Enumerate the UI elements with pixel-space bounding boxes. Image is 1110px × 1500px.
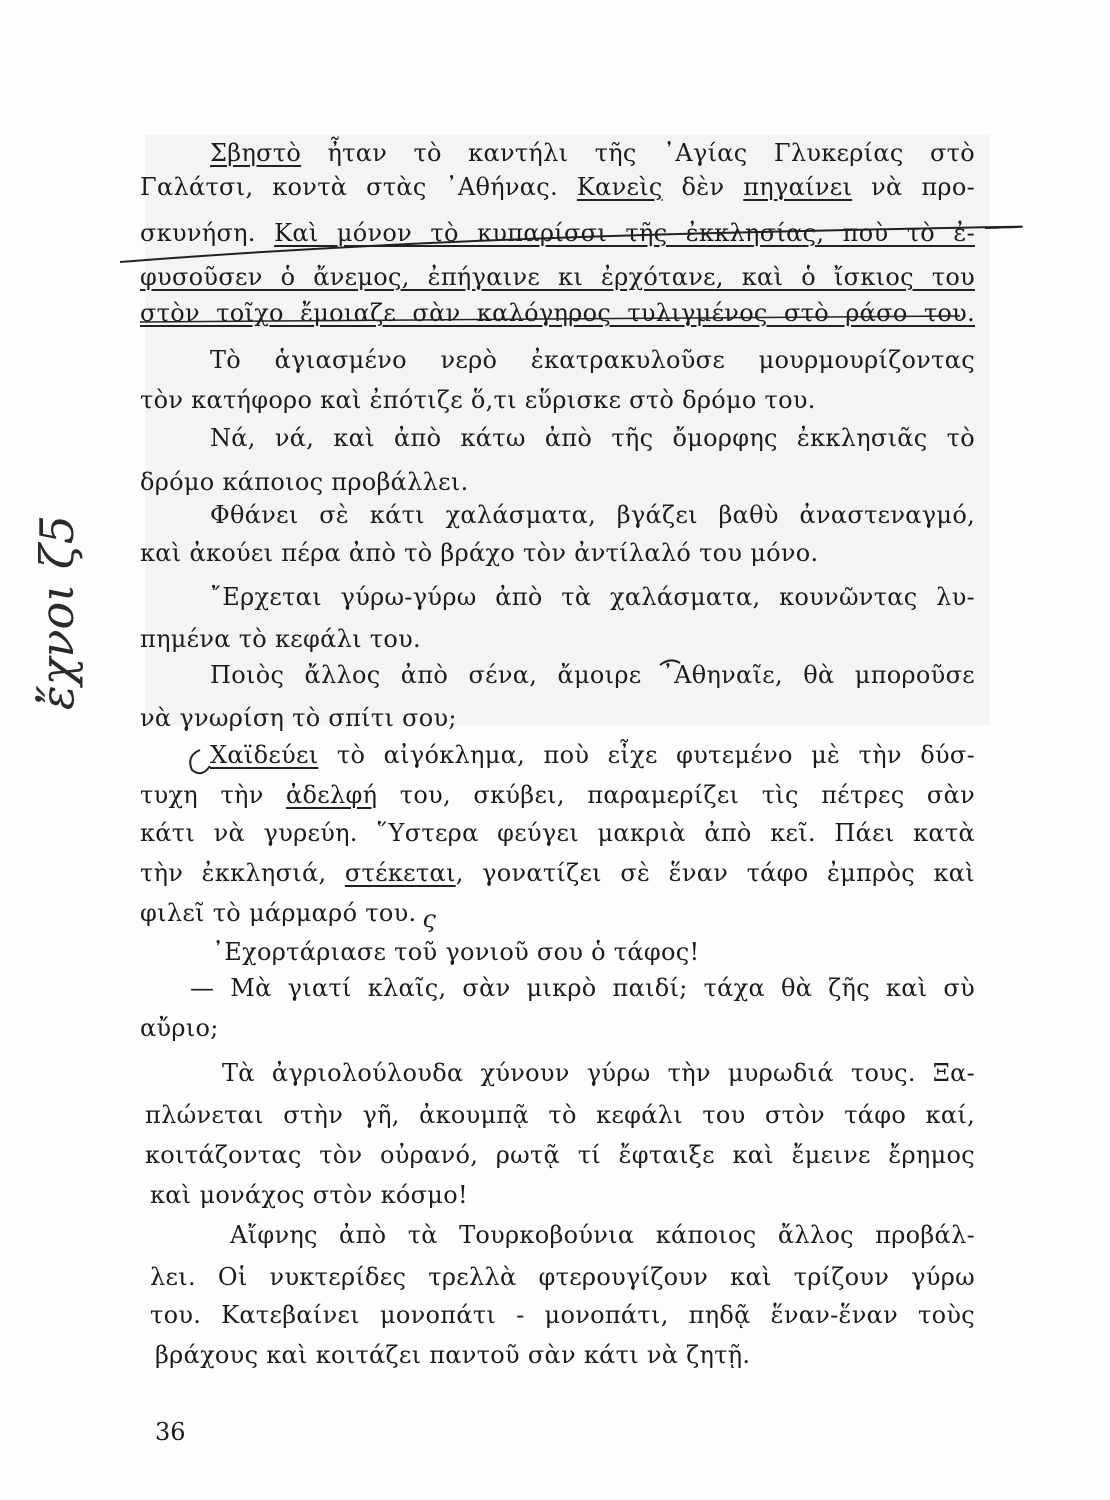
text-line: του. Κατεβαίνει μονοπάτι - μονοπάτι, πηδᾷ ἕναν-ἕναν τοὺς	[150, 1301, 975, 1329]
text-line: τὸν κατήφορο καὶ ἐπότιζε ὅ,τι εὕρισκε στὸ δρόμο του.	[140, 386, 816, 414]
underlined-word: πηγαίνει	[743, 173, 853, 201]
text-line: φιλεῖ τὸ μάρμαρό του. ς	[140, 899, 437, 933]
text-line: σκυνήση. Καὶ μόνον τὸ κυπαρίσσι τῆς ἐκκλησίας, ποὺ τὸ ἐ-	[140, 219, 975, 247]
underlined-word: στέκεται	[344, 859, 456, 887]
end-mark: ς	[422, 905, 437, 933]
underlined-word: Σβηστὸ	[210, 139, 302, 167]
text-line: Χαϊδεύει τὸ αἰγόκλημα, ποὺ εἶχε φυτεμένο μὲ τὴν δύσ-	[210, 741, 975, 769]
underlined-phrase: φυσοῦσεν ὁ ἄνεμος, ἐπήγαινε κι ἐρχότανε, καὶ ὁ ἴσκιος του	[140, 263, 975, 291]
underlined-word: ἀδελφή	[286, 781, 378, 809]
text-line: Ποιὸς ἄλλος ἀπὸ σένα, ἄμοιρε ᾿Αθηναῖε, θὰ μποροῦσε	[210, 661, 975, 689]
text-line: κοιτάζοντας τὸν οὐρανό, ρωτᾷ τί ἔφταιξε καὶ ἔμεινε ἔρημος	[145, 1141, 975, 1169]
underlined-word: Κανεὶς	[576, 173, 663, 201]
text-line: Αἴφνης ἀπὸ τὰ Τουρκοβούνια κάποιος ἄλλος προβάλ-	[230, 1221, 975, 1249]
underlined-phrase: Καὶ μόνον τὸ κυπαρίσσι τῆς ἐκκλησίας, ποὺ τὸ ἐ-	[274, 219, 975, 247]
text-line: λει. Οἱ νυκτερίδες τρελλὰ φτερουγίζουν καὶ τρίζουν γύρω	[150, 1263, 975, 1291]
page-number: 36	[155, 1418, 186, 1446]
text-line: πλώνεται στὴν γῆ, ἀκουμπᾷ τὸ κεφάλι του στὸν τάφο καί,	[145, 1101, 975, 1129]
text-line: τυχη τὴν ἀδελφή του, σκύβει, παραμερίζει τὶς πέτρες σὰν	[140, 781, 975, 809]
text-line: Γαλάτσι, κοντὰ στὰς ᾿Αθήνας. Κανεὶς δὲν πηγαίνει νὰ προ-	[140, 173, 975, 201]
text-line: καὶ ἀκούει πέρα ἀπὸ τὸ βράχο τὸν ἀντίλαλό του μόνο.	[140, 539, 819, 567]
text-line: αὔριο;	[140, 1014, 219, 1042]
text-line: ᾿Εχορτάριασε τοῦ γονιοῦ σου ὁ τάφος!	[212, 938, 700, 966]
text-line: καὶ μονάχος στὸν κόσμο!	[150, 1181, 468, 1209]
text-line: Τὰ ἀγριολούλουδα χύνουν γύρω τὴν μυρωδιά τους. Ξα-	[222, 1059, 975, 1087]
text-line: δρόμο κάποιος προβάλλει.	[140, 468, 469, 496]
underlined-phrase: στὸν τοῖχο ἔμοιαζε σὰν καλόγηρος τυλιγμένος στὸ ράσο του.	[140, 299, 975, 327]
text-line: Νά, νά, καὶ ἀπὸ κάτω ἀπὸ τῆς ὄμορφης ἐκκλησιᾶς τὸ	[210, 424, 975, 452]
text-line: Φθάνει σὲ κάτι χαλάσματα, βγάζει βαθὺ ἀναστεναγμό,	[210, 501, 975, 529]
text-line: βράχους καὶ κοιτάζει παντοῦ σὰν κάτι νὰ ζητῇ.	[155, 1341, 751, 1369]
margin-handwritten-note: ἔχνοι ζ5	[30, 514, 84, 710]
text-line: Τὸ ἁγιασμένο νερὸ ἐκατρακυλοῦσε μουρμουρίζοντας	[210, 346, 975, 374]
text-line: πημένα τὸ κεφάλι του.	[140, 625, 421, 653]
text-line: νὰ γνωρίση τὸ σπίτι σου;	[140, 704, 457, 732]
text-line: κάτι νὰ γυρεύη. ῞Υστερα φεύγει μακριὰ ἀπὸ κεῖ. Πάει κατὰ	[140, 819, 975, 847]
underlined-word: Χαϊδεύει	[210, 741, 319, 769]
text-line: τὴν ἐκκλησιά, στέκεται, γονατίζει σὲ ἕναν τάφο ἐμπρὸς καὶ	[140, 859, 975, 887]
text-line: ῎Ερχεται γύρω-γύρω ἀπὸ τὰ χαλάσματα, κουνῶντας λυ-	[210, 583, 975, 611]
text-line: Σβηστὸ ἦταν τὸ καντήλι τῆς ᾿Αγίας Γλυκερίας στὸ	[210, 139, 975, 167]
text-line: — Μὰ γιατί κλαῖς, σὰν μικρὸ παιδί; τάχα θὰ ζῆς καὶ σὺ	[190, 974, 975, 1002]
